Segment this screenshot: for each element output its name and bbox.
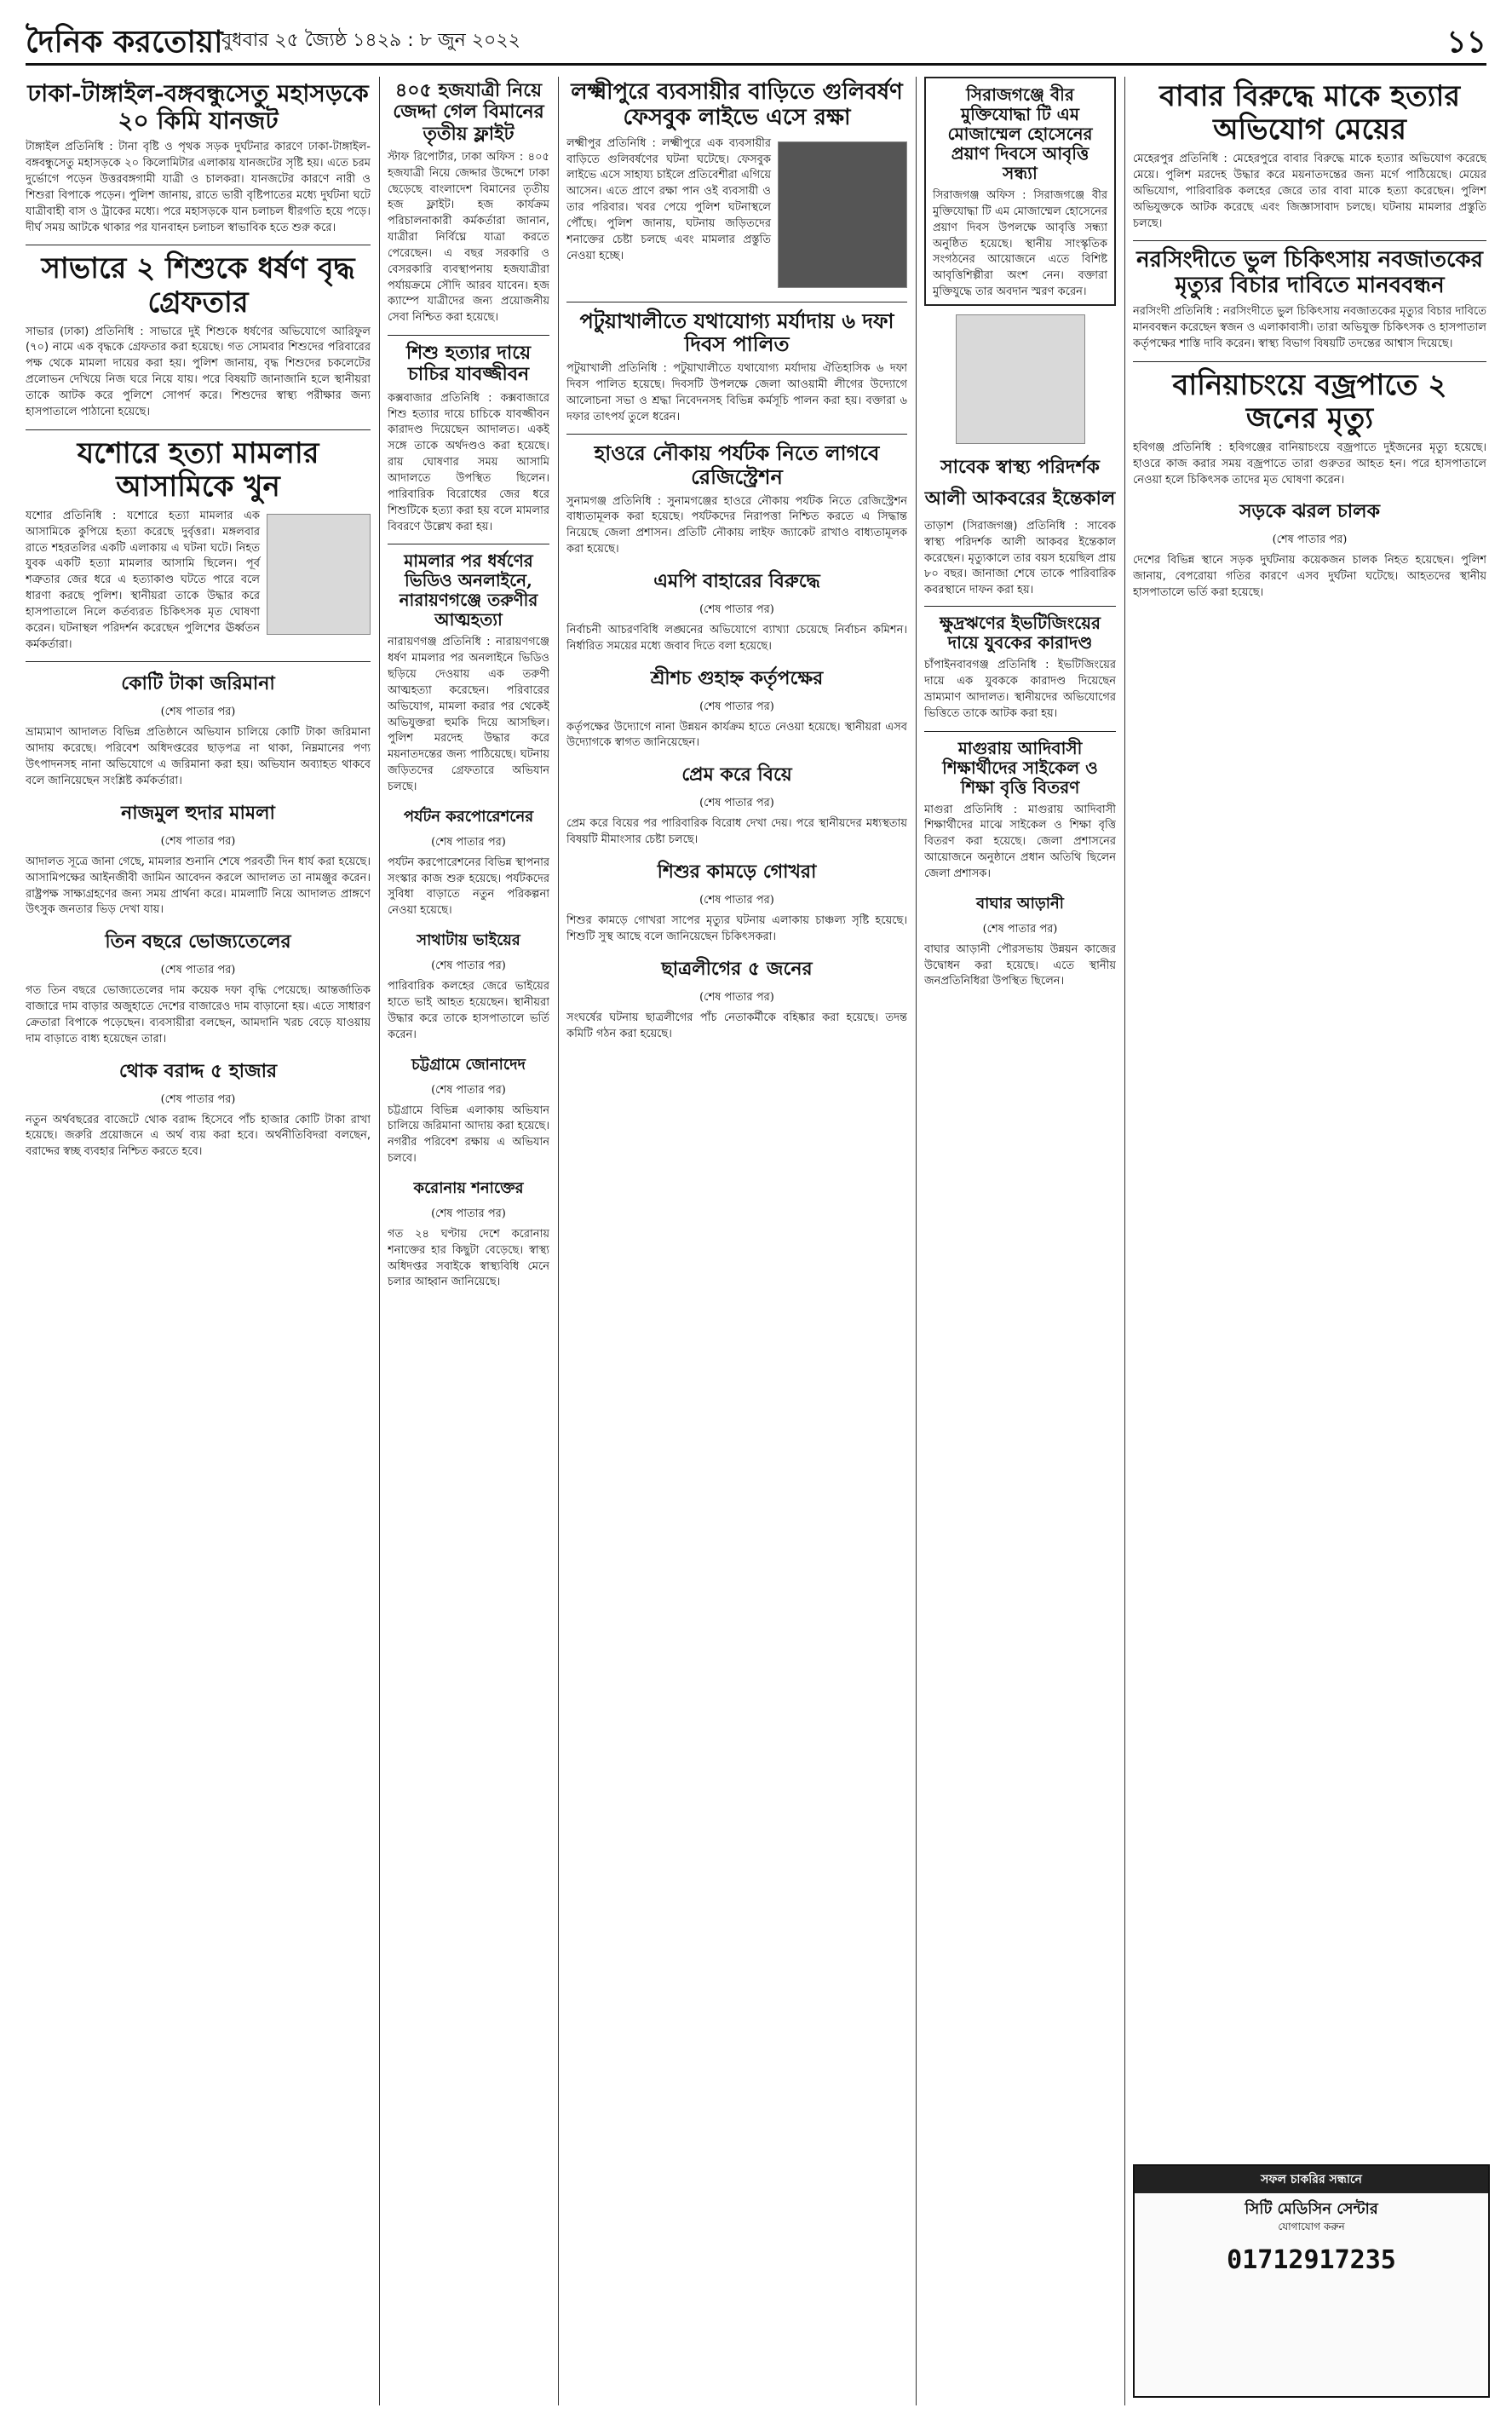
article bbox=[388, 1176, 549, 1291]
headline: থোক বরাদ্দ ৫ হাজার bbox=[118, 1059, 278, 1082]
article-body: স্টাফ রিপোর্টার, ঢাকা অফিস : ৪০৫ হজযাত্রী নিয়ে জেদ্দার উদ্দেশে ঢাকা ছেড়েছে বাংলাদেশ বিমানের তৃতীয় হজ ফ্লাইট। হজ কার্যক্রম পরিচালনাকারী কর্মকর্তারা জানান, যাত্রীরা নির্বিঘ্নে যাত্রা করতে পেরেছেন। এ বছর সরকারি ও বেসরকারি ব্যবস্থাপনায় হজযাত্রীরা পর্যায়ক্রমে সৌদি আরব যাবেন। হজ ক্যাম্পে যাত্রীদের জন্য প্রয়োজনীয় সেবা নিশ্চিত করা হয়েছে। bbox=[388, 150, 549, 325]
article bbox=[26, 252, 371, 420]
article-body: নতুন অর্থবছরের বাজেটে থোক বরাদ্দ হিসেবে পাঁচ হাজার কোটি টাকা রাখা হয়েছে। জরুরি প্রয়োজনে এ অর্থ ব্যয় করা হবে। অর্থনীতিবিদরা বলছেন, বরাদ্দের স্বচ্ছ ব্যবহার নিশ্চিত করতে হবে। bbox=[26, 1113, 371, 1159]
article-body: লক্ষ্মীপুর প্রতিনিধি : লক্ষ্মীপুরে এক ব্যবসায়ীর বাড়িতে গুলিবর্ষণের ঘটনা ঘটেছে। ফেসবুক লাইভে এসে সাহায্য চাইলে প্রতিবেশীরা এগিয়ে আসেন। এতে প্রাণে রক্ষা পান ওই ব্যবসায়ী ও তার পরিবার। খবর পেয়ে পুলিশ ঘটনাস্থলে পৌঁছে। পুলিশ জানায়, ঘটনায় জড়িতদের শনাক্তের চেষ্টা চলছে এবং মামলার প্রস্তুতি নেওয়া হচ্ছে। bbox=[566, 136, 771, 262]
headline: বাবার বিরুদ্ধে মাকে হত্যার অভিযোগ মেয়ের bbox=[1158, 79, 1461, 147]
article bbox=[566, 954, 907, 1043]
headline: ঢাকা-টাঙ্গাইল-বঙ্গবন্ধুসেতু মহাসড়কে ২০ কিমি যানজট bbox=[27, 79, 369, 135]
headline: সাথাটায় ভাইয়ের bbox=[417, 931, 520, 950]
headline: পর্যটন করপোরেশনের bbox=[403, 807, 534, 826]
article bbox=[1133, 80, 1486, 232]
ad-subtitle: যোগাযোগ করুন bbox=[1278, 2221, 1345, 2233]
article-body: নরসিংদী প্রতিনিধি : নরসিংদীতে ভুল চিকিৎসায় নবজাতকের মৃত্যুর বিচার দাবিতে মানববন্ধন করেছেন স্বজন ও এলাকাবাসী। তারা অভিযুক্ত চিকিৎসক ও হাসপাতাল কর্তৃপক্ষের শাস্তি দাবি করেন। স্বাস্থ্য বিভাগ বিষয়টি তদন্তের আশ্বাস দিয়েছে। bbox=[1133, 305, 1486, 350]
continuation-note: (শেষ পাতার পর) bbox=[699, 893, 774, 907]
article-body: গত ২৪ ঘণ্টায় দেশে করোনায় শনাক্তের হার কিছুটা বেড়েছে। স্বাস্থ্য অধিদপ্তর সবাইকে স্বাস্থ্যবিধি মেনে চলার আহ্বান জানিয়েছে। bbox=[388, 1227, 549, 1289]
headline: ছাত্রলীগের ৫ জনের bbox=[661, 957, 813, 980]
headline: ৪০৫ হজযাত্রী নিয়ে জেদ্দা গেল বিমানের তৃতীয় ফ্লাইট bbox=[393, 79, 544, 145]
continuation-note: (শেষ পাতার পর) bbox=[431, 959, 506, 973]
continuation-note: (শেষ পাতার পর) bbox=[699, 797, 774, 810]
article bbox=[924, 891, 1116, 991]
continuation-note: (শেষ পাতার পর) bbox=[160, 1092, 236, 1106]
article bbox=[566, 567, 907, 655]
article-body: সংঘর্ষের ঘটনায় ছাত্রলীগের পাঁচ নেতাকর্মীকে বহিষ্কার করা হয়েছে। তদন্ত কমিটি গঠন করা হয়েছে। bbox=[566, 1011, 907, 1040]
continuation-note: (শেষ পাতার পর) bbox=[160, 706, 236, 719]
article-body: দেশের বিভিন্ন স্থানে সড়ক দুর্ঘটনায় কয়েকজন চালক নিহত হয়েছেন। পুলিশ জানায়, বেপরোয়া গতির কারণে এসব দুর্ঘটনা ঘটেছে। আহতদের স্থানীয় হাসপাতালে ভর্তি করা হয়েছে। bbox=[1133, 554, 1486, 600]
headline: প্রেম করে বিয়ে bbox=[681, 763, 792, 786]
article bbox=[1133, 248, 1486, 352]
article bbox=[26, 1057, 371, 1161]
continuation-note: (শেষ পাতার পর) bbox=[699, 700, 774, 713]
headline: তিন বছরে ভোজ্যতেলের bbox=[105, 930, 291, 953]
headline: মামলার পর ধর্ষণের ভিডিও অনলাইনে, নারায়ণগঞ্জে তরুণীর আত্মহত্যা bbox=[399, 550, 538, 631]
page-number: ১১ bbox=[1446, 24, 1486, 60]
article bbox=[388, 804, 549, 919]
article-body: যশোর প্রতিনিধি : যশোরে হত্যা মামলার এক আসামিকে কুপিয়ে হত্যা করেছে দুর্বৃত্তরা। মঙ্গলবার রাতে শহরতলির একটি এলাকায় এ ঘটনা ঘটে। নিহত যুবক একটি হত্যা মামলার আসামি ছিলেন। পূর্ব শত্রুতার জের ধরে এ হত্যাকাণ্ড ঘটতে পারে বলে ধারণা করছে পুলিশ। স্থানীয়রা তাকে উদ্ধার করে হাসপাতালে নিলে কর্তব্যরত চিকিৎসক মৃত ঘোষণা করেন। ঘটনাস্থল পরিদর্শন করেছেন পুলিশের ঊর্ধ্বতন কর্মকর্তারা। bbox=[26, 509, 260, 651]
headline: বানিয়াচংয়ে বজ্রপাতে ২ জনের মৃত্যু bbox=[1172, 367, 1447, 435]
article-body: বাঘার আড়ানী পৌরসভায় উন্নয়ন কাজের উদ্বোধন করা হয়েছে। এতে স্থানীয় জনপ্রতিনিধিরা উপস্থিত ছিলেন। bbox=[924, 942, 1116, 988]
issue-date: বুধবার ২৫ জ্যৈষ্ঠ ১৪২৯ : ৮ জুন ২০২২ bbox=[221, 30, 520, 51]
masthead bbox=[26, 19, 1486, 66]
headline: নাজমুল হুদার মামলা bbox=[121, 801, 275, 824]
article bbox=[26, 927, 371, 1047]
portrait-photo bbox=[956, 314, 1085, 444]
article-body: চাঁপাইনবাবগঞ্জ প্রতিনিধি : ইভটিজিংয়ের দায়ে এক যুবককে কারাদণ্ড দিয়েছেন ভ্রাম্যমাণ আদালত। স্থানীয়দের অভিযোগের ভিত্তিতে তাকে আটক করা হয়। bbox=[924, 659, 1116, 720]
headline: এমপি বাহারের বিরুদ্ধে bbox=[653, 569, 820, 592]
article bbox=[566, 857, 907, 946]
headline: লক্ষ্মীপুরে ব্যবসায়ীর বাড়িতে গুলিবর্ষণ ফেসবুক লাইভে এসে রক্ষা bbox=[571, 79, 903, 130]
advertisement bbox=[1133, 2164, 1490, 2398]
news-photo bbox=[778, 141, 907, 288]
article-body: নির্বাচনী আচরণবিধি লঙ্ঘনের অভিযোগে ব্যাখ্যা চেয়েছে নির্বাচন কমিশন। নির্ধারিত সময়ের মধ্যে জবাব দিতে বলা হয়েছে। bbox=[566, 623, 907, 653]
article-body: শিশুর কামড়ে গোখরা সাপের মৃত্যুর ঘটনায় এলাকায় চাঞ্চল্য সৃষ্টি হয়েছে। শিশুটি সুস্থ আছে বলে জানিয়েছেন চিকিৎসকরা। bbox=[566, 913, 907, 943]
article-body: সিরাজগঞ্জ অফিস : সিরাজগঞ্জে বীর মুক্তিযোদ্ধা টি এম মোজাম্মেল হোসেনের প্রয়াণ দিবস উপলক্ষে আবৃত্তি সন্ধ্যা অনুষ্ঠিত হয়েছে। স্থানীয় সাংস্কৃতিক সংগঠনের আয়োজনে এতে বিশিষ্ট আবৃত্তিশিল্পীরা অংশ নেন। বক্তারা মুক্তিযুদ্ধে তার অবদান স্মরণ করেন। bbox=[933, 189, 1107, 299]
headline: মাগুরায় আদিবাসী শিক্ষার্থীদের সাইকেল ও শিক্ষা বৃত্তি বিতরণ bbox=[942, 737, 1098, 798]
headline: বাঘার আড়ানী bbox=[976, 894, 1064, 913]
article-body: কর্তৃপক্ষের উদ্যোগে নানা উন্নয়ন কার্যক্রম হাতে নেওয়া হয়েছে। স্থানীয়রা এসব উদ্যোগকে স্বাগত জানিয়েছেন। bbox=[566, 720, 907, 750]
article bbox=[566, 309, 907, 426]
continuation-note: (শেষ পাতার পর) bbox=[699, 602, 774, 616]
headline: করোনায় শনাক্তের bbox=[413, 1178, 524, 1197]
article bbox=[26, 437, 371, 654]
article-body: প্রেম করে বিয়ের পর পারিবারিক বিরোধ দেখা দেয়। পরে স্থানীয়দের মধ্যস্থতায় বিষয়টি মীমাংসার চেষ্টা চলছে। bbox=[566, 817, 907, 847]
article-body: টাঙ্গাইল প্রতিনিধি : টানা বৃষ্টি ও পৃথক সড়ক দুর্ঘটনার কারণে ঢাকা-টাঙ্গাইল-বঙ্গবন্ধুসেতু মহাসড়কে ২০ কিলোমিটার এলাকায় যানজটের সৃষ্টি হয়। এতে চরম দুর্ভোগে পড়েন উত্তরবঙ্গগামী যাত্রী ও চালকরা। যানজটের কারণে নারী ও শিশুরা বিপাকে পড়েন। পুলিশ জানায়, রাতে ভারী বৃষ্টিপাতের মধ্যে দুর্ঘটনা ঘটে যাত্রীবাহী বাস ও ট্রাকের মধ্যে। পরে মহাসড়কে যান চলাচল ধীরগতি হয়ে পড়ে। দীর্ঘ সময় আটকে থাকার পর যানবাহন চলাচল স্বাভাবিক হতে শুরু করে। bbox=[26, 141, 371, 234]
continuation-note: (শেষ পাতার পর) bbox=[431, 1207, 506, 1220]
article bbox=[924, 739, 1116, 883]
column-4 bbox=[924, 77, 1116, 2405]
article-body: গত তিন বছরে ভোজ্যতেলের দাম কয়েক দফা বৃদ্ধি পেয়েছে। আন্তর্জাতিক বাজারে দাম বাড়ার অজুহাতে দেশের বাজারেও দাম বাড়ানো হয়। এতে সাধারণ ক্রেতারা বিপাকে পড়েছেন। ব্যবসায়ীরা বলছেন, আমদানি খরচ বেড়ে যাওয়ায় দাম বাড়াতে বাধ্য হয়েছেন তারা। bbox=[26, 984, 371, 1046]
article bbox=[1133, 369, 1486, 489]
headline: কোটি টাকা জরিমানা bbox=[121, 672, 275, 695]
headline: চট্টগ্রামে জোনাদেদ bbox=[411, 1055, 526, 1074]
continuation-note: (শেষ পাতার পর) bbox=[431, 835, 506, 849]
victim-photo bbox=[267, 514, 371, 635]
ad-title: সিটি মেডিসিন সেন্টার bbox=[1245, 2200, 1378, 2218]
article bbox=[26, 80, 371, 236]
article-body: পর্যটন করপোরেশনের বিভিন্ন স্থাপনার সংস্কার কাজ শুরু হয়েছে। পর্যটকদের সুবিধা বাড়াতে নতুন পরিকল্পনা নেওয়া হয়েছে। bbox=[388, 855, 549, 918]
article-body: মাগুরা প্রতিনিধি : মাগুরায় আদিবাসী শিক্ষার্থীদের মাঝে সাইকেল ও শিক্ষা বৃত্তি বিতরণ করা হয়েছে। জেলা প্রশাসনের আয়োজনে অনুষ্ঠানে প্রধান অতিথি ছিলেন জেলা প্রশাসক। bbox=[924, 803, 1116, 880]
headline: শিশু হত্যার দায়ে চাচির যাবজ্জীবন bbox=[405, 342, 532, 386]
column-3 bbox=[566, 77, 907, 2405]
article-body: হবিগঞ্জ প্রতিনিধি : হবিগঞ্জের বানিয়াচংয়ে বজ্রপাতে দুইজনের মৃত্যু হয়েছে। হাওরে কাজ করার সময় বজ্রপাতে তারা গুরুতর আহত হন। পরে হাসপাতালে নেওয়া হলে চিকিৎসক তাদের মৃত ঘোষণা করেন। bbox=[1133, 441, 1486, 487]
continuation-note: (শেষ পাতার পর) bbox=[699, 990, 774, 1004]
headline: সাভারে ২ শিশুকে ধর্ষণ বৃদ্ধ গ্রেফতার bbox=[41, 251, 355, 320]
headline: যশোরে হত্যা মামলার আসামিকে খুন bbox=[77, 435, 319, 504]
article bbox=[1133, 497, 1486, 602]
headline: সিরাজগঞ্জে বীর মুক্তিযোদ্ধা টি এম মোজাম্মেল হোসেনের প্রয়াণ দিবসে আবৃত্তি সন্ধ্যা bbox=[947, 84, 1093, 183]
continuation-note: (শেষ পাতার পর) bbox=[982, 922, 1058, 936]
article-body: তাড়াশ (সিরাজগঞ্জ) প্রতিনিধি : সাবেক স্বাস্থ্য পরিদর্শক আলী আকবর ইন্তেকাল করেছেন। মৃত্যুকালে তার বয়স হয়েছিল প্রায় ৮০ বছর। জানাজা শেষে তাকে পারিবারিক কবরস্থানে দাফন করা হয়। bbox=[924, 519, 1116, 597]
article bbox=[388, 551, 549, 795]
article-body: মেহেরপুর প্রতিনিধি : মেহেরপুরে বাবার বিরুদ্ধে মাকে হত্যার অভিযোগ করেছে মেয়ে। পুলিশ মরদেহ উদ্ধার করে ময়নাতদন্তের জন্য মর্গে পাঠিয়েছে। মেয়ের অভিযোগ, পারিবারিক কলহের জেরে তার বাবা মাকে হত্যা করেছেন। পুলিশ অভিযুক্তকে আটক করেছে এবং জিজ্ঞাসাবাদ চলছে। ঘটনায় মামলার প্রস্তুতি চলছে। bbox=[1133, 153, 1486, 230]
article-body: কক্সবাজার প্রতিনিধি : কক্সবাজারে শিশু হত্যার দায়ে চাচিকে যাবজ্জীবন কারাদণ্ড দিয়েছেন আদালত। একই সঙ্গে তাকে অর্থদণ্ডও করা হয়েছে। রায় ঘোষণার সময় আসামি আদালতে উপস্থিত ছিলেন। পারিবারিক বিরোধের জের ধরে শিশুটিকে হত্যা করা হয় বলে মামলার বিবরণে উল্লেখ করা হয়। bbox=[388, 391, 549, 533]
headline: শ্রীশচ গুহাহ্ন কর্তৃপক্ষের bbox=[650, 666, 824, 689]
article bbox=[388, 343, 549, 535]
headline: ক্ষুদ্রঋণের ইভটিজিংয়ের দায়ে যুবকের কারাদণ্ড bbox=[939, 613, 1101, 654]
article bbox=[924, 614, 1116, 722]
article-body: চট্টগ্রামে বিভিন্ন এলাকায় অভিযান চালিয়ে জরিমানা আদায় করা হয়েছে। নগরীর পরিবেশ রক্ষায় এ অভিযান চলবে। bbox=[388, 1103, 549, 1166]
photo-caption: সাবেক স্বাস্থ্য পরিদর্শক আলী আকবরের ইন্তেকাল bbox=[924, 455, 1116, 510]
article bbox=[388, 1052, 549, 1167]
article bbox=[566, 441, 907, 558]
headline: নরসিংদীতে ভুল চিকিৎসায় নবজাতকের মৃত্যুর বিচার দাবিতে মানববন্ধন bbox=[1136, 247, 1483, 299]
article bbox=[924, 77, 1116, 306]
article-body: নারায়ণগঞ্জ প্রতিনিধি : নারায়ণগঞ্জে ধর্ষণ মামলার পর অনলাইনে ভিডিও ছড়িয়ে দেওয়ায় এক তরুণী আত্মহত্যা করেছেন। পরিবারের অভিযোগ, মামলা করার পর থেকেই অভিযুক্তরা হুমকি দিয়ে আসছিল। পুলিশ মরদেহ উদ্ধার করে ময়নাতদন্তের জন্য পাঠিয়েছে। ঘটনায় জড়িতদের গ্রেফতারে অভিযান চলছে। bbox=[388, 636, 549, 793]
article-body: পটুয়াখালী প্রতিনিধি : পটুয়াখালীতে যথাযোগ্য মর্যাদায় ঐতিহাসিক ৬ দফা দিবস পালিত হয়েছে। দিবসটি উপলক্ষে জেলা আওয়ামী লীগের উদ্যোগে আলোচনা সভা ও শ্রদ্ধা নিবেদনসহ বিভিন্ন কর্মসূচি পালন করা হয়। বক্তারা ৬ দফার তাৎপর্য তুলে ধরেন। bbox=[566, 361, 907, 423]
continuation-note: (শেষ পাতার পর) bbox=[1272, 533, 1348, 547]
article bbox=[566, 760, 907, 849]
headline: পটুয়াখালীতে যথাযোগ্য মর্যাদায় ৬ দফা দিবস পালিত bbox=[579, 308, 894, 357]
continuation-note: (শেষ পাতার পর) bbox=[160, 834, 236, 848]
article bbox=[26, 669, 371, 789]
article bbox=[388, 928, 549, 1043]
column-1 bbox=[26, 77, 371, 2405]
ad-heading: সফল চাকরির সন্ধানে bbox=[1135, 2166, 1488, 2193]
article bbox=[26, 798, 371, 919]
newspaper-logo: দৈনিক করতোয়া bbox=[26, 24, 223, 60]
column-5 bbox=[1133, 77, 1486, 2150]
column-2 bbox=[388, 77, 549, 2405]
article-body: সাভার (ঢাকা) প্রতিনিধি : সাভারে দুই শিশুকে ধর্ষণের অভিযোগে আরিফুল (৭০) নামে এক বৃদ্ধকে গ্রেফতার করা হয়েছে। গত সোমবার শিশুদের পরিবারের পক্ষ থেকে মামলা দায়ের করা হয়। পুলিশ জানায়, বৃদ্ধ শিশুদের চকলেটের প্রলোভন দেখিয়ে নিজ ঘরে নিয়ে যায়। পরে বিষয়টি জানাজানি হলে স্থানীয়রা তাকে আটক করে পুলিশে সোপর্দ করে। শিশুদের স্বাস্থ্য পরীক্ষার জন্য হাসপাতালে পাঠানো হয়েছে। bbox=[26, 325, 371, 418]
article bbox=[566, 664, 907, 752]
headline: শিশুর কামড়ে গোখরা bbox=[657, 860, 817, 883]
article-body: পারিবারিক কলহের জেরে ভাইয়ের হাতে ভাই আহত হয়েছেন। স্থানীয়রা উদ্ধার করে তাকে হাসপাতালে ভর্তি করেন। bbox=[388, 980, 549, 1041]
ad-phone-number: 01712917235 bbox=[1227, 2244, 1396, 2275]
article-body: ভ্রাম্যমাণ আদালত বিভিন্ন প্রতিষ্ঠানে অভিযান চালিয়ে কোটি টাকা জরিমানা আদায় করেছে। পরিবেশ অধিদপ্তরের ছাড়পত্র না থাকা, নিম্নমানের পণ্য উৎপাদনসহ নানা অভিযোগে এ জরিমানা করা হয়। অভিযান অব্যাহত থাকবে বলে জানিয়েছেন সংশ্লিষ্ট কর্মকর্তারা। bbox=[26, 726, 371, 787]
article-body: সুনামগঞ্জ প্রতিনিধি : সুনামগঞ্জের হাওরে নৌকায় পর্যটক নিতে রেজিস্ট্রেশন বাধ্যতামূলক করা হয়েছে। পর্যটকদের নিরাপত্তা নিশ্চিত করতে এ সিদ্ধান্ত নিয়েছে জেলা প্রশাসন। প্রতিটি নৌকায় লাইফ জ্যাকেট রাখাও বাধ্যতামূলক করা হয়েছে। bbox=[566, 494, 907, 556]
headline: হাওরে নৌকায় পর্যটক নিতে লাগবে রেজিস্ট্রেশন bbox=[594, 441, 880, 489]
article bbox=[566, 80, 907, 293]
continuation-note: (শেষ পাতার পর) bbox=[431, 1083, 506, 1097]
continuation-note: (শেষ পাতার পর) bbox=[160, 964, 236, 977]
article-body: আদালত সূত্রে জানা গেছে, মামলার শুনানি শেষে পরবর্তী দিন ধার্য করা হয়েছে। আসামিপক্ষের আইনজীবী জামিন আবেদন করলে আদালত তা নামঞ্জুর করেন। রাষ্ট্রপক্ষ সাক্ষ্যগ্রহণের জন্য সময় প্রার্থনা করে। মামলাটি নিয়ে আদালত প্রাঙ্গণে উৎসুক জনতার ভিড় দেখা যায়। bbox=[26, 855, 371, 917]
headline: সড়কে ঝরল চালক bbox=[1239, 500, 1380, 523]
article bbox=[388, 80, 549, 326]
